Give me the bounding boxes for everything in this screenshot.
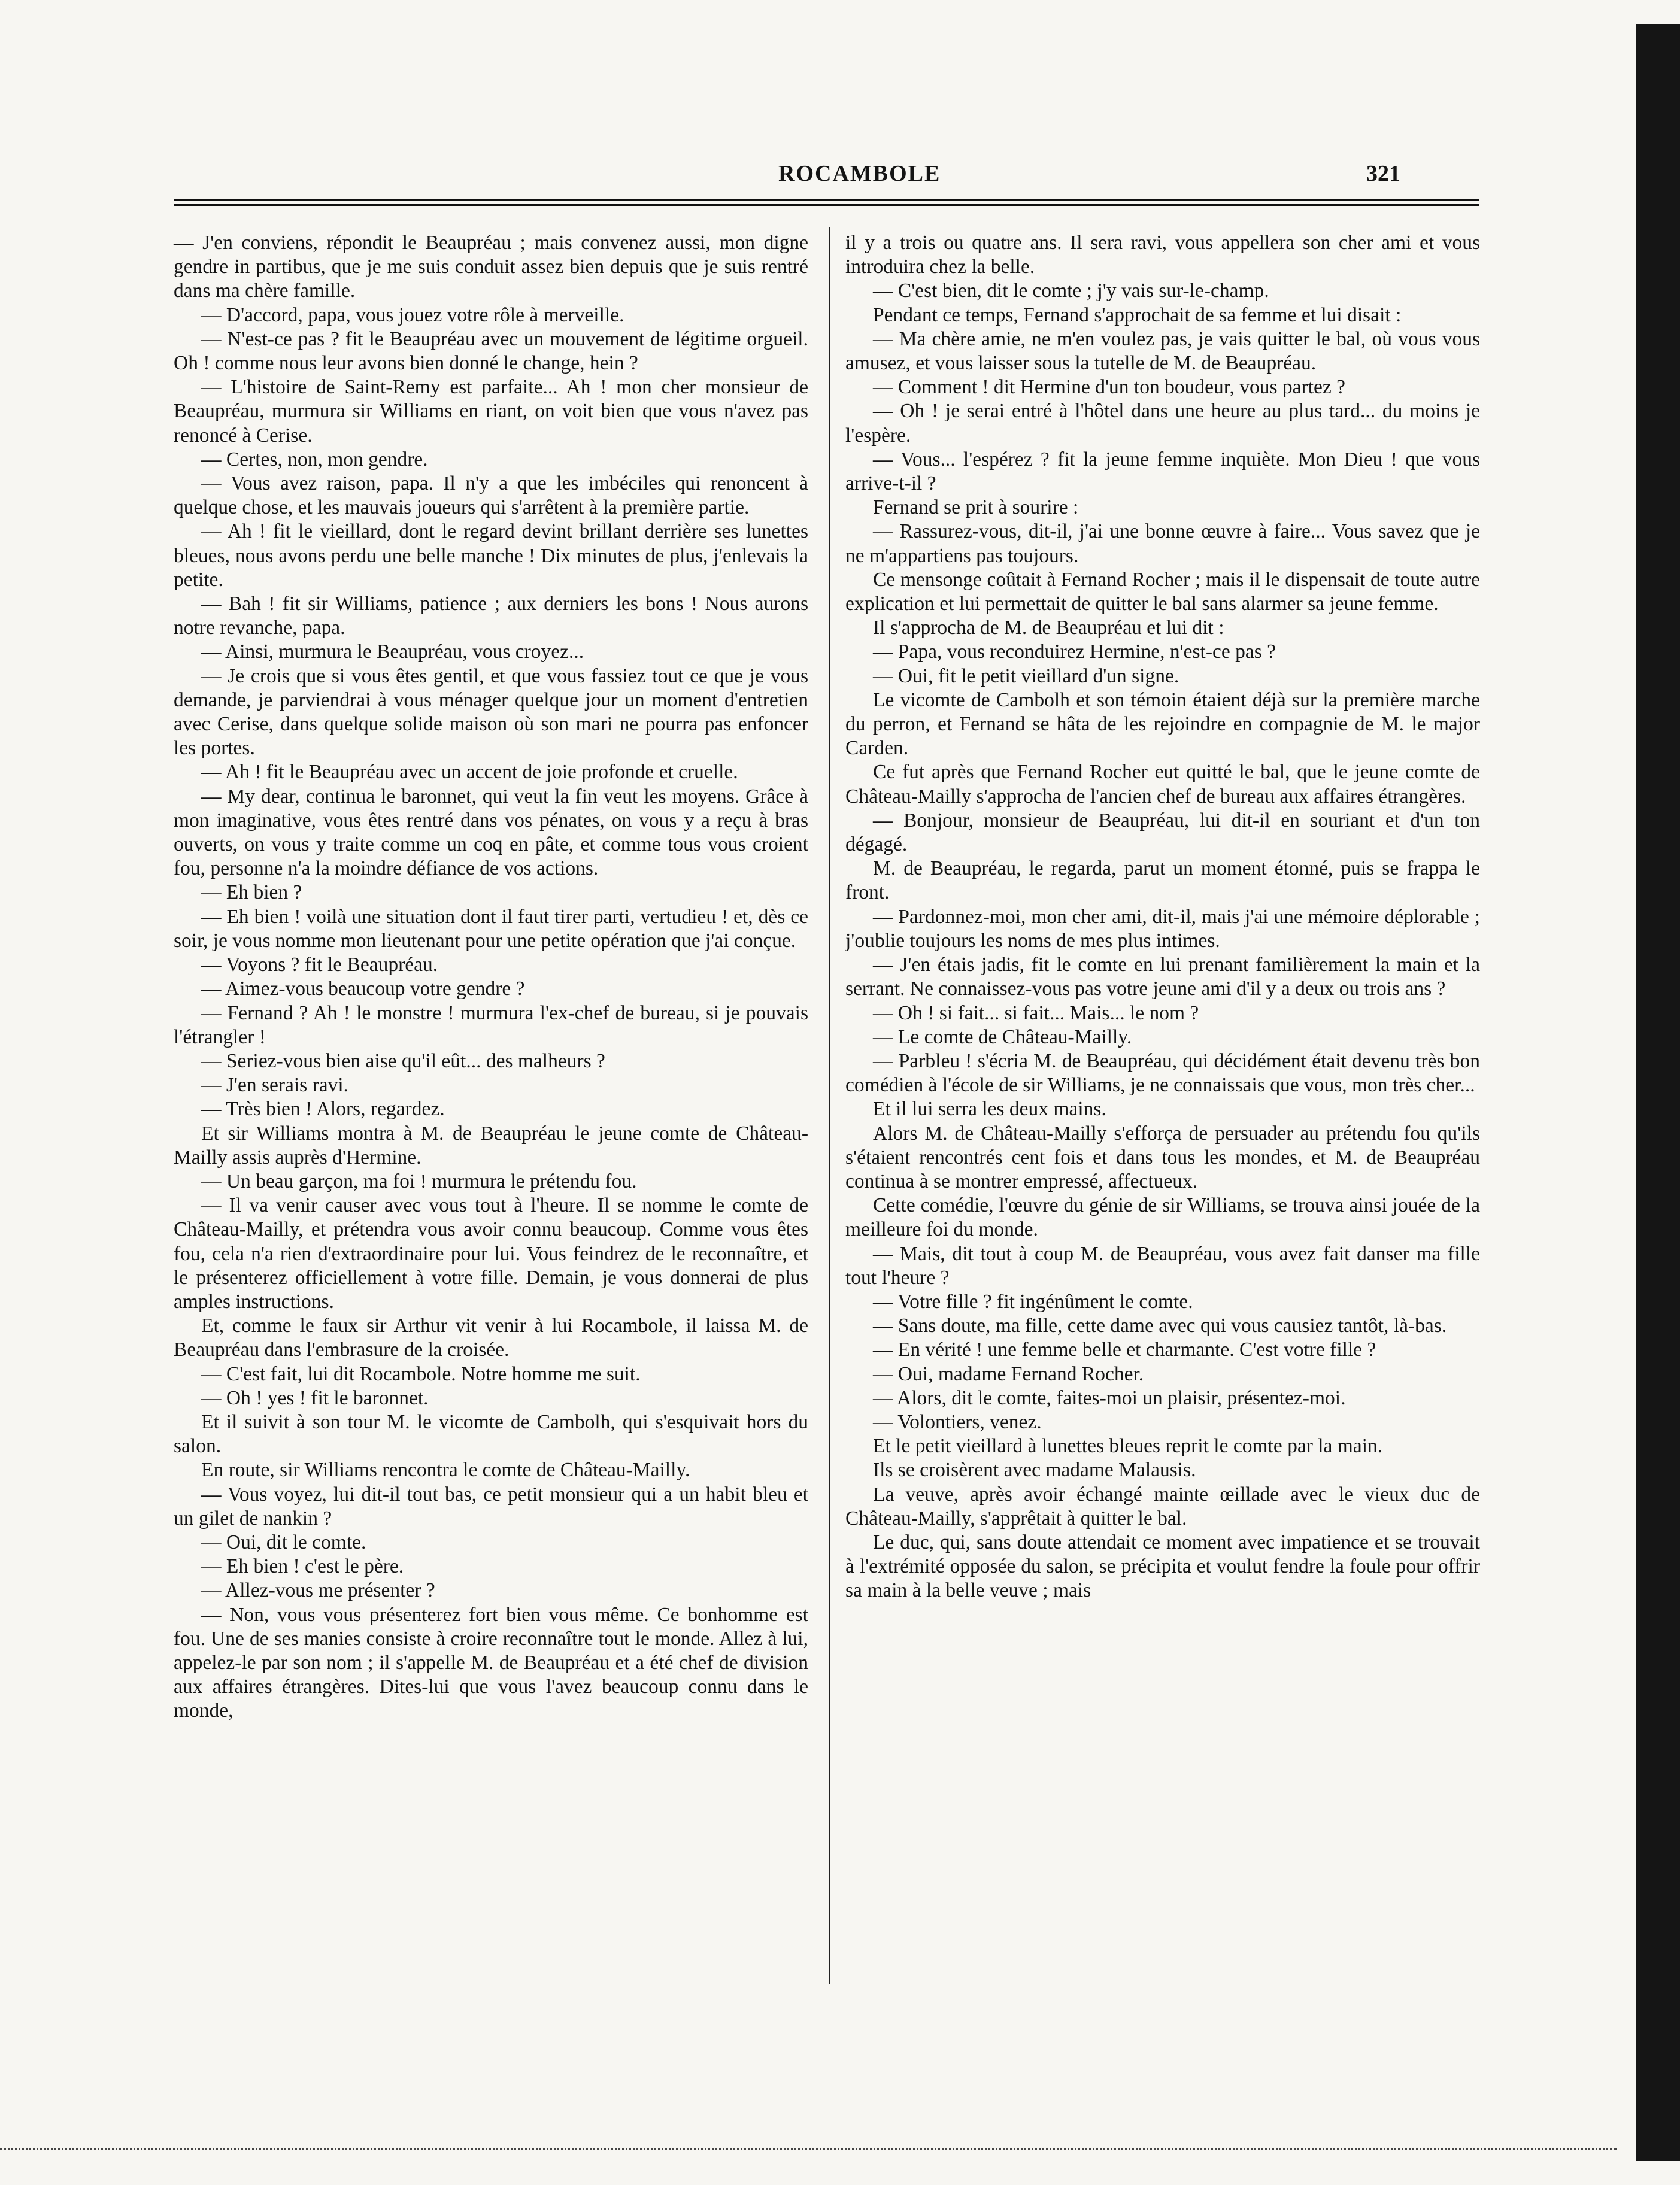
paragraph: La veuve, après avoir échangé mainte œillade avec le vieux duc de Château-Mailly, s'apprêtait à quitter le bal. — [845, 1483, 1480, 1530]
paragraph: — Oh ! si fait... si fait... Mais... le nom ? — [873, 1002, 1199, 1024]
header-double-rule — [174, 199, 1479, 206]
paragraph: Et, comme le faux sir Arthur vit venir à lui Rocambole, il laissa M. de Beaupréau dans l'embrasure de la croisée. — [174, 1315, 808, 1361]
paragraph: — C'est bien, dit le comte ; j'y vais sur-le-champ. — [873, 280, 1269, 302]
paragraph: — Oh ! je serai entré à l'hôtel dans une heure au plus tard... du moins je l'espère. — [845, 400, 1480, 447]
paragraph: — Aimez-vous beaucoup votre gendre ? — [201, 978, 525, 1000]
paragraph: — D'accord, papa, vous jouez votre rôle à merveille. — [201, 304, 624, 326]
paragraph: — N'est-ce pas ? fit le Beaupréau avec un mouvement de légitime orgueil. Oh ! comme nous leur avons bien donné le change, hein ? — [174, 327, 808, 375]
paragraph: Ce mensonge coûtait à Fernand Rocher ; mais il le dispensait de toute autre explication et lui permettait de quitter le bal sans alarmer sa jeune femme. — [845, 568, 1480, 615]
column-divider — [829, 227, 830, 1984]
paragraph: Et sir Williams montra à M. de Beaupréau le jeune comte de Château-Mailly assis auprès d'Hermine. — [174, 1122, 808, 1169]
paragraph: — Sans doute, ma fille, cette dame avec qui vous causiez tantôt, là-bas. — [873, 1315, 1447, 1337]
paragraph: — Bah ! fit sir Williams, patience ; aux derniers les bons ! Nous aurons notre revanche, papa. — [174, 593, 808, 639]
paragraph: — Oh ! yes ! fit le baronnet. — [201, 1386, 429, 1409]
paragraph: Pendant ce temps, Fernand s'approchait de sa femme et lui disait : — [873, 304, 1402, 326]
paragraph: — Eh bien ? — [201, 881, 302, 904]
running-title: ROCAMBOLE — [778, 161, 941, 186]
paragraph: — Rassurez-vous, dit-il, j'ai une bonne œuvre à faire... Vous savez que je ne m'appartiens pas toujours. — [845, 520, 1480, 567]
paragraph: — Vous avez raison, papa. Il n'y a que les imbéciles qui renoncent à quelque chose, et les mauvais joueurs qui s'arrêtent à la première partie. — [174, 472, 808, 519]
paragraph: Et il lui serra les deux mains. — [873, 1098, 1106, 1121]
paragraph: — Ainsi, murmura le Beaupréau, vous croyez... — [201, 641, 584, 663]
paragraph: — Seriez-vous bien aise qu'il eût... des malheurs ? — [201, 1049, 605, 1072]
paragraph: — Le comte de Château-Mailly. — [873, 1025, 1132, 1048]
left-column — [174, 231, 808, 1723]
paragraph: Le vicomte de Cambolh et son témoin étaient déjà sur la première marche du perron, et Fernand se hâta de les rejoindre en compagnie de M. le major Carden. — [845, 688, 1480, 760]
paragraph: — J'en conviens, répondit le Beaupréau ; mais convenez aussi, mon digne gendre in partibus, que je me suis conduit assez bien depuis que je suis rentré dans ma chère famille. — [174, 232, 808, 302]
right-column — [845, 231, 1480, 1603]
paragraph: — Bonjour, monsieur de Beaupréau, lui dit-il en souriant et d'un ton dégagé. — [845, 809, 1480, 856]
paragraph: — Eh bien ! voilà une situation dont il faut tirer parti, vertudieu ! et, dès ce soir, je vous nomme mon lieutenant pour une petite opération que j'ai conçue. — [174, 905, 808, 952]
paragraph: — Parbleu ! s'écria M. de Beaupréau, qui décidément était devenu très bon comédien à l'école de sir Williams, je ne connaissais que vous, mon très cher... — [845, 1049, 1480, 1097]
paragraph: — Eh bien ! c'est le père. — [201, 1555, 404, 1578]
paragraph: — My dear, continua le baronnet, qui veut la fin veut les moyens. Grâce à mon imaginative, vous êtes rentré dans vos pénates, on vous y a reçu à bras ouverts, on vous y traite comme un coq en pâte, et comme tous vous croient fou, personne n'a la moindre défiance de vos actions. — [174, 785, 808, 880]
paragraph: — Oui, madame Fernand Rocher. — [873, 1362, 1144, 1385]
paragraph: — C'est fait, lui dit Rocambole. Notre homme me suit. — [201, 1362, 641, 1385]
paragraph: Le duc, qui, sans doute attendait ce moment avec impatience et se trouvait à l'extrémité opposée du salon, se précipita et voulut fendre la foule pour offrir sa main à la belle veuve ; mais — [845, 1531, 1480, 1602]
paragraph: — J'en serais ravi. — [201, 1074, 349, 1097]
paragraph: — L'histoire de Saint-Remy est parfaite... Ah ! mon cher monsieur de Beaupréau, murmura sir Williams en riant, on voit bien que vous n'avez pas renoncé à Cerise. — [174, 376, 808, 447]
paragraph: — Très bien ! Alors, regardez. — [201, 1098, 445, 1121]
paragraph: — Il va venir causer avec vous tout à l'heure. Il se nomme le comte de Château-Mailly, et prétendra vous avoir connu beaucoup. Comme vous êtes fou, cela n'a rien d'extraordinaire pour lui. Vous feindrez de le reconnaître, et le présenterez officiellement à votre fille. Demain, je vous donnerai de plus amples instructions. — [174, 1194, 808, 1313]
paragraph: — Ah ! fit le vieillard, dont le regard devint brillant derrière ses lunettes bleues, nous avons perdu une belle manche ! Dix minutes de plus, j'enlevais la petite. — [174, 520, 808, 591]
paragraph: — Comment ! dit Hermine d'un ton boudeur, vous partez ? — [873, 376, 1345, 399]
paragraph: Ils se croisèrent avec madame Malausis. — [873, 1459, 1196, 1482]
paragraph: — Allez-vous me présenter ? — [201, 1579, 435, 1602]
paragraph: — Alors, dit le comte, faites-moi un plaisir, présentez-moi. — [873, 1386, 1346, 1409]
paragraph: En route, sir Williams rencontra le comte de Château-Mailly. — [201, 1459, 690, 1482]
paragraph: Et il suivit à son tour M. le vicomte de Cambolh, qui s'esquivait hors du salon. — [174, 1410, 808, 1458]
paragraph: — Vous voyez, lui dit-il tout bas, ce petit monsieur qui a un habit bleu et un gilet de nankin ? — [174, 1483, 808, 1530]
paragraph: — Ma chère amie, ne m'en voulez pas, je vais quitter le bal, où vous vous amusez, et vous laisser sous la tutelle de M. de Beaupréau. — [845, 327, 1480, 375]
paragraph: — Ah ! fit le Beaupréau avec un accent de joie profonde et cruelle. — [201, 761, 738, 784]
paragraph: — Mais, dit tout à coup M. de Beaupréau, vous avez fait danser ma fille tout l'heure ? — [845, 1242, 1480, 1289]
paragraph: — Volontiers, venez. — [873, 1410, 1042, 1433]
paragraph: — Oui, dit le comte. — [201, 1531, 366, 1553]
paragraph: — Oui, fit le petit vieillard d'un signe. — [873, 664, 1179, 687]
paragraph: — Je crois que si vous êtes gentil, et que vous fassiez tout ce que je vous demande, je parviendrai à vous ménager quelque jour un moment d'entretien avec Cerise, dans quelque solide maison où son mari ne pourra pas enfoncer les portes. — [174, 664, 808, 760]
paragraph: Et le petit vieillard à lunettes bleues reprit le comte par la main. — [873, 1435, 1383, 1458]
paragraph: Fernand se prit à sourire : — [873, 496, 1079, 519]
paragraph: — Certes, non, mon gendre. — [201, 448, 428, 471]
scan-edge-shadow — [1636, 24, 1680, 2161]
paragraph: Alors M. de Château-Mailly s'efforça de persuader au prétendu fou qu'ils s'étaient rencontrés cent fois et dans tous les mondes, et M. de Beaupréau continua à se montrer empressé, affectueux. — [845, 1122, 1480, 1192]
scan-bottom-edge — [0, 2148, 1617, 2150]
paragraph: — Votre fille ? fit ingénûment le comte. — [873, 1290, 1193, 1313]
paragraph: — Voyons ? fit le Beaupréau. — [201, 954, 438, 976]
paragraph: — Fernand ? Ah ! le monstre ! murmura l'ex-chef de bureau, si je pouvais l'étrangler ! — [174, 1002, 808, 1048]
paragraph: — Un beau garçon, ma foi ! murmura le prétendu fou. — [201, 1170, 637, 1192]
paragraph: — Vous... l'espérez ? fit la jeune femme inquiète. Mon Dieu ! que vous arrive-t-il ? — [845, 448, 1480, 495]
paragraph: M. de Beaupréau, le regarda, parut un moment étonné, puis se frappa le front. — [845, 857, 1480, 904]
paragraph: — Non, vous vous présenterez fort bien vous même. Ce bonhomme est fou. Une de ses manies consiste à croire reconnaître tout le monde. Allez à lui, appelez-le par son nom ; il s'appelle M. de Beaupréau et a été chef de division aux affaires étrangères. Dites-lui que vous l'avez beaucoup connu dans le monde, — [174, 1603, 808, 1722]
paragraph: Il s'approcha de M. de Beaupréau et lui dit : — [873, 617, 1224, 639]
paragraph: — J'en étais jadis, fit le comte en lui prenant familièrement la main et la serrant. Ne connaissez-vous pas votre jeune ami d'il y a deux ou trois ans ? — [845, 954, 1480, 1000]
page-number: 321 — [1366, 161, 1400, 186]
paragraph: — En vérité ! une femme belle et charmante. C'est votre fille ? — [873, 1339, 1376, 1361]
paragraph: Ce fut après que Fernand Rocher eut quitté le bal, que le jeune comte de Château-Mailly s'approcha de l'ancien chef de bureau aux affaires étrangères. — [845, 761, 1480, 808]
paragraph: il y a trois ou quatre ans. Il sera ravi, vous appellera son cher ami et vous introduira chez la belle. — [845, 232, 1480, 278]
paragraph: — Papa, vous reconduirez Hermine, n'est-ce pas ? — [873, 641, 1276, 663]
paragraph: — Pardonnez-moi, mon cher ami, dit-il, mais j'ai une mémoire déplorable ; j'oublie toujours les noms de mes plus intimes. — [845, 905, 1480, 952]
paragraph: Cette comédie, l'œuvre du génie de sir Williams, se trouva ainsi jouée de la meilleure foi du monde. — [845, 1194, 1480, 1241]
